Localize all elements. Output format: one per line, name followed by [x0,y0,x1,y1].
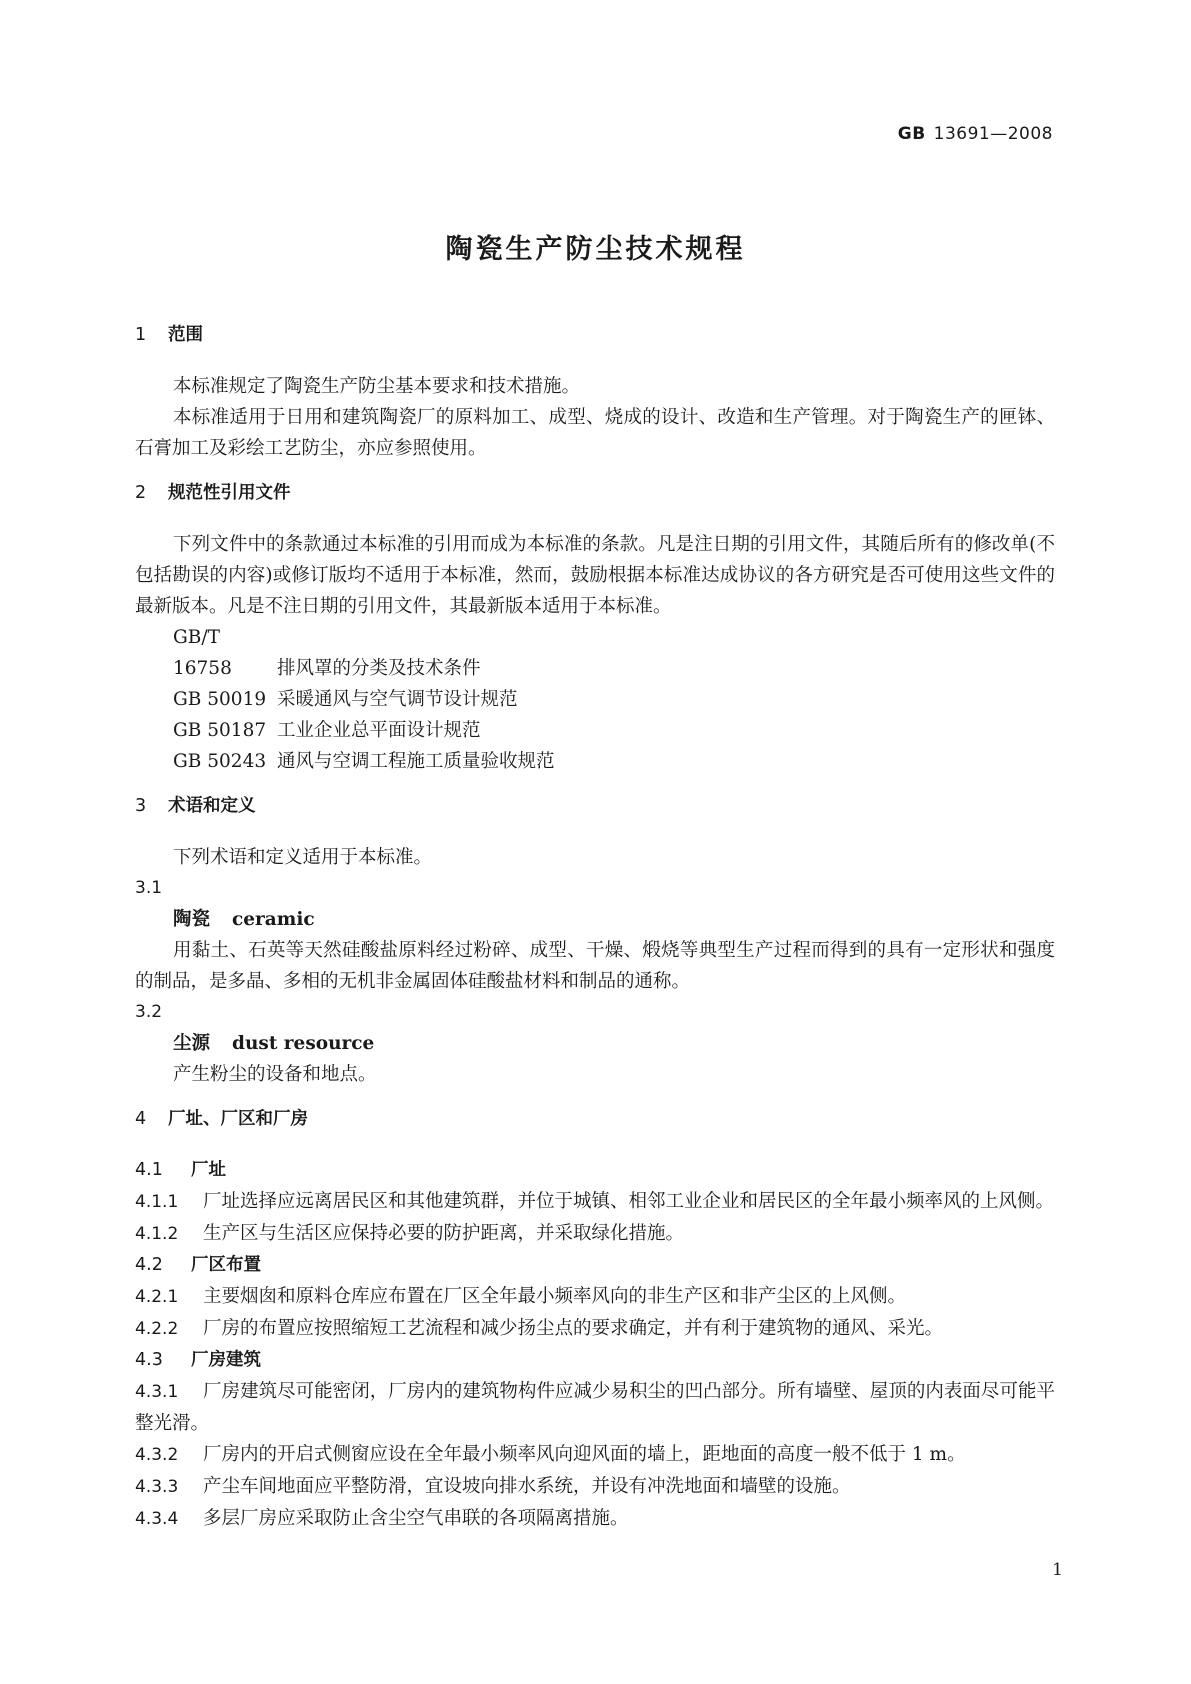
reference-item: GB 50243 通风与空调工程施工质量验收规范 [173,751,555,772]
page-number: 1 [1052,1560,1063,1580]
clause: 4.3.3 产尘车间地面应平整防滑，宜设坡向排水系统，并设有冲洗地面和墙壁的设施。 [135,1476,851,1497]
clause: 4.2.2 厂房的布置应按照缩短工艺流程和减少扬尘点的要求确定，并有利于建筑物的通风、采光。 [135,1318,944,1339]
subsection-heading: 4.3 厂房建筑 [135,1350,261,1370]
section-4-heading: 4 厂址、厂区和厂房 [135,1109,308,1129]
document-title: 陶瓷生产防尘技术规程 [445,234,746,265]
term-definition: 产生粉尘的设备和地点。 [173,1064,377,1085]
section-1-heading: 1 范围 [135,325,203,345]
clause: 4.3.1 厂房建筑尽可能密闭，厂房内的建筑物构件应减少易积尘的凹凸部分。所有墙壁、屋顶的内表面尽可能平整光滑。 [135,1381,1055,1434]
standard-code-number: 13691—2008 [933,124,1053,144]
section-3-paragraph-1: 下列术语和定义适用于本标准。 [173,847,433,868]
subsection-heading: 4.1 厂址 [135,1160,226,1180]
term-name: 陶瓷 ceramic [173,909,315,930]
term-definition: 用黏土、石英等天然硅酸盐原料经过粉碎、成型、干燥、煅烧等典型生产过程而得到的具有一定形状和强度的制品，是多晶、多相的无机非金属固体硅酸盐材料和制品的通称。 [135,940,1055,992]
section-3-heading: 3 术语和定义 [135,796,256,816]
section-1-paragraph-1: 本标准规定了陶瓷生产防尘基本要求和技术措施。 [173,376,581,397]
standard-code-prefix: GB [897,124,926,144]
reference-item: GB/T 16758 排风罩的分类及技术条件 [173,627,481,679]
clause: 4.1.2 生产区与生活区应保持必要的防护距离，并采取绿化措施。 [135,1223,685,1244]
section-1-paragraph-2: 本标准适用于日用和建筑陶瓷厂的原料加工、成型、烧成的设计、改造和生产管理。对于陶瓷生产的匣钵、石膏加工及彩绘工艺防尘，亦应参照使用。 [135,407,1055,459]
clause: 4.1.1 厂址选择应远离居民区和其他建筑群，并位于城镇、相邻工业企业和居民区的全年最小频率风的上风侧。 [135,1191,1055,1212]
term-number: 3.1 [135,878,163,898]
clause: 4.2.1 主要烟囱和原料仓库应布置在厂区全年最小频率风向的非生产区和非产尘区的上风侧。 [135,1286,907,1307]
document-body [135,320,1055,1535]
section-2-heading: 2 规范性引用文件 [135,483,291,503]
section-2-paragraph-1: 下列文件中的条款通过本标准的引用而成为本标准的条款。凡是注日期的引用文件，其随后所有的修改单(不包括勘误的内容)或修订版均不适用于本标准，然而，鼓励根据本标准达成协议的各方研究是否可使用这些文件的最新版本。凡是不注日期的引用文件，其最新版本适用于本标准。 [135,534,1055,617]
clause: 4.3.4 多层厂房应采取防止含尘空气串联的各项隔离措施。 [135,1508,629,1529]
term-name: 尘源 dust resource [173,1033,375,1054]
reference-item: GB 50019 采暖通风与空气调节设计规范 [173,689,518,710]
reference-item: GB 50187 工业企业总平面设计规范 [173,720,481,741]
clause: 4.3.2 厂房内的开启式侧窗应设在全年最小频率风向迎风面的墙上，距地面的高度一般不低于 1 m。 [135,1444,966,1465]
standard-code [898,124,1053,144]
term-number: 3.2 [135,1002,163,1022]
subsection-heading: 4.2 厂区布置 [135,1255,261,1275]
